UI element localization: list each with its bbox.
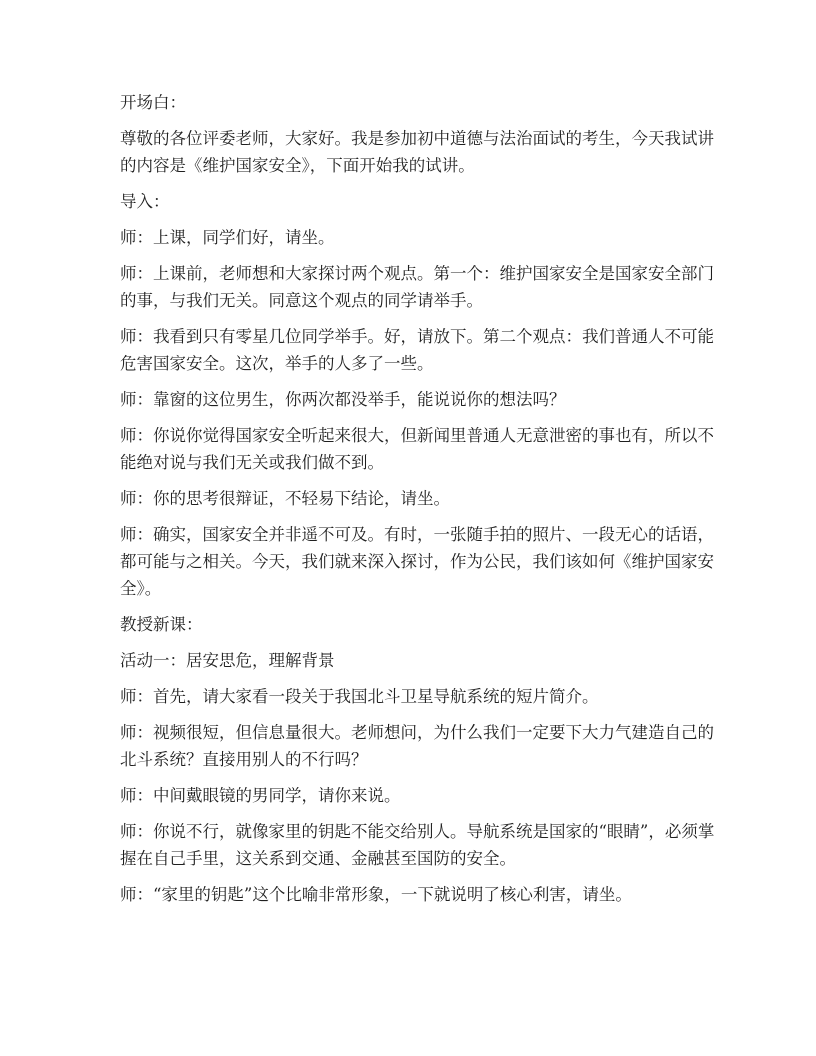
paragraph: 导入： bbox=[120, 192, 170, 211]
paragraph: 师：上课前，老师想和大家探讨两个观点。第一个：维护国家安全是国家安全部门的事，与我们无关。同意这个观点的同学请举手。 bbox=[120, 264, 714, 310]
paragraph: 师：视频很短，但信息量很大。老师想问，为什么我们一定要下大力气建造自己的北斗系统？直接用别人的不行吗？ bbox=[120, 723, 714, 769]
paragraph: 师：首先，请大家看一段关于我国北斗卫星导航系统的短片简介。 bbox=[120, 687, 599, 706]
paragraph: 师：你说你觉得国家安全听起来很大，但新闻里普通人无意泄密的事也有，所以不能绝对说与我们无关或我们做不到。 bbox=[120, 426, 714, 472]
paragraph: 活动一：居安思危，理解背景 bbox=[120, 651, 335, 670]
paragraph: 师：“家里的钥匙”这个比喻非常形象，一下就说明了核心利害，请坐。 bbox=[120, 885, 632, 904]
paragraph: 开场白： bbox=[120, 93, 186, 112]
paragraph: 师：靠窗的这位男生，你两次都没举手，能说说你的想法吗？ bbox=[120, 390, 566, 409]
paragraph: 师：上课，同学们好，请坐。 bbox=[120, 228, 335, 247]
paragraph: 教授新课： bbox=[120, 615, 203, 634]
paragraph: 师：中间戴眼镜的男同学，请你来说。 bbox=[120, 786, 401, 805]
paragraph: 师：你说不行，就像家里的钥匙不能交给别人。导航系统是国家的“眼睛”，必须掌握在自己手里，这关系到交通、金融甚至国防的安全。 bbox=[120, 822, 715, 868]
paragraph: 师：确实，国家安全并非遥不可及。有时，一张随手拍的照片、一段无心的话语，都可能与之相关。今天，我们就来深入探讨，作为公民，我们该如何《维护国家安全》。 bbox=[120, 525, 714, 598]
paragraph: 师：你的思考很辩证，不轻易下结论，请坐。 bbox=[120, 489, 450, 508]
document-content bbox=[120, 89, 724, 917]
paragraph: 尊敬的各位评委老师，大家好。我是参加初中道德与法治面试的考生，今天我试讲的内容是《维护国家安全》，下面开始我的试讲。 bbox=[120, 129, 714, 175]
paragraph: 师：我看到只有零星几位同学举手。好，请放下。第二个观点：我们普通人不可能危害国家安全。这次，举手的人多了一些。 bbox=[120, 327, 714, 373]
